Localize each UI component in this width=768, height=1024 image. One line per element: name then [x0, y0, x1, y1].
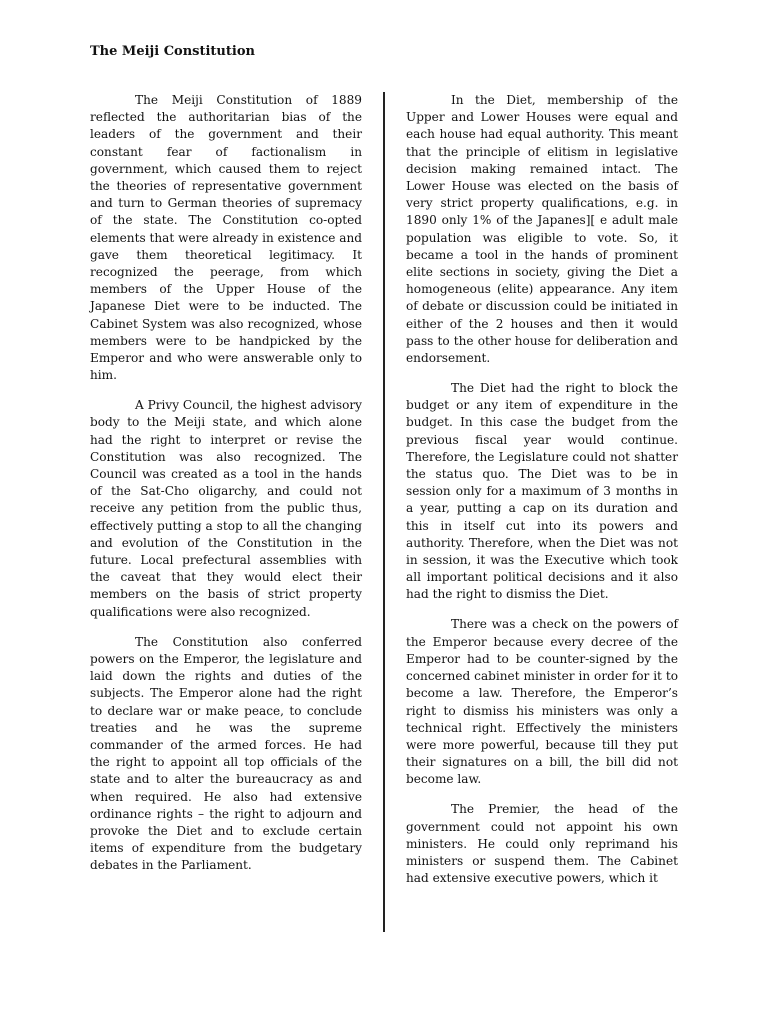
- column-divider: [383, 92, 385, 932]
- left-column: [90, 92, 362, 887]
- paragraph: The Premier, the head of the government could not appoint his own ministers. He could only reprimand his ministers or suspend them. The Cabinet had extensive executive powers, which it: [406, 802, 678, 886]
- paragraph: In the Diet, membership of the Upper and Lower Houses were equal and each house had equal authority. This meant that the principle of elitism in legislative decision making remained intact. The Lower House was elected on the basis of very strict property qualifications, e.g. in 1890 only 1% of the Japanes][ e adult male population was eligible to vote. So, it became a tool in the hands of prominent elite sections in society, giving the Diet a homogeneous (elite) appearance. Any item of debate or discussion could be initiated in either of the 2 houses and then it would pass to the other house for deliberation and endorsement.: [406, 93, 678, 366]
- paragraph: The Meiji Constitution of 1889 reflected the authoritarian bias of the leaders of the government and their constant fear of factionalism in government, which caused them to reject the theories of representative government and turn to German theories of supremacy of the state. The Constitution co-opted elements that were already in existence and gave them theoretical legitimacy. It recognized the peerage, from which members of the Upper House of the Japanese Diet were to be inducted. The Cabinet System was also recognized, whose members were to be handpicked by the Emperor and who were answerable only to him.: [90, 93, 362, 383]
- paragraph: The Diet had the right to block the budget or any item of expenditure in the budget. In this case the budget from the previous fiscal year would continue. Therefore, the Legislature could not shatter the status quo. The Diet was to be in session only for a maximum of 3 months in a year, putting a cap on its duration and this in itself cut into its powers and authority. Therefore, when the Diet was not in session, it was the Executive which took all important political decisions and it also had the right to dismiss the Diet.: [406, 381, 678, 602]
- paragraph: The Constitution also conferred powers on the Emperor, the legislature and laid down the rights and duties of the subjects. The Emperor alone had the right to declare war or make peace, to conclude treaties and he was the supreme commander of the armed forces. He had the right to appoint all top officials of the state and to alter the bureaucracy as and when required. He also had extensive ordinance rights – the right to adjourn and provoke the Diet and to exclude certain items of expenditure from the budgetary debates in the Parliament.: [90, 634, 362, 873]
- right-column: [406, 92, 678, 900]
- document-title: The Meiji Constitution: [90, 44, 255, 59]
- paragraph: There was a check on the powers of the Emperor because every decree of the Emperor had to be counter-signed by the concerned cabinet minister in order for it to become a law. Therefore, the Emperor’s right to dismiss his ministers was only a technical right. Effectively the ministers were more powerful, because till they put their signatures on a bill, the bill did not become law.: [406, 617, 678, 787]
- paragraph: A Privy Council, the highest advisory body to the Meiji state, and which alone had the right to interpret or revise the Constitution was also recognized. The Council was created as a tool in the hands of the Sat-Cho oligarchy, and could not receive any petition from the public thus, effectively putting a stop to all the changing and evolution of the Constitution in the future. Local prefectural assemblies with the caveat that they would elect their members on the basis of strict property qualifications were also recognized.: [90, 398, 362, 619]
